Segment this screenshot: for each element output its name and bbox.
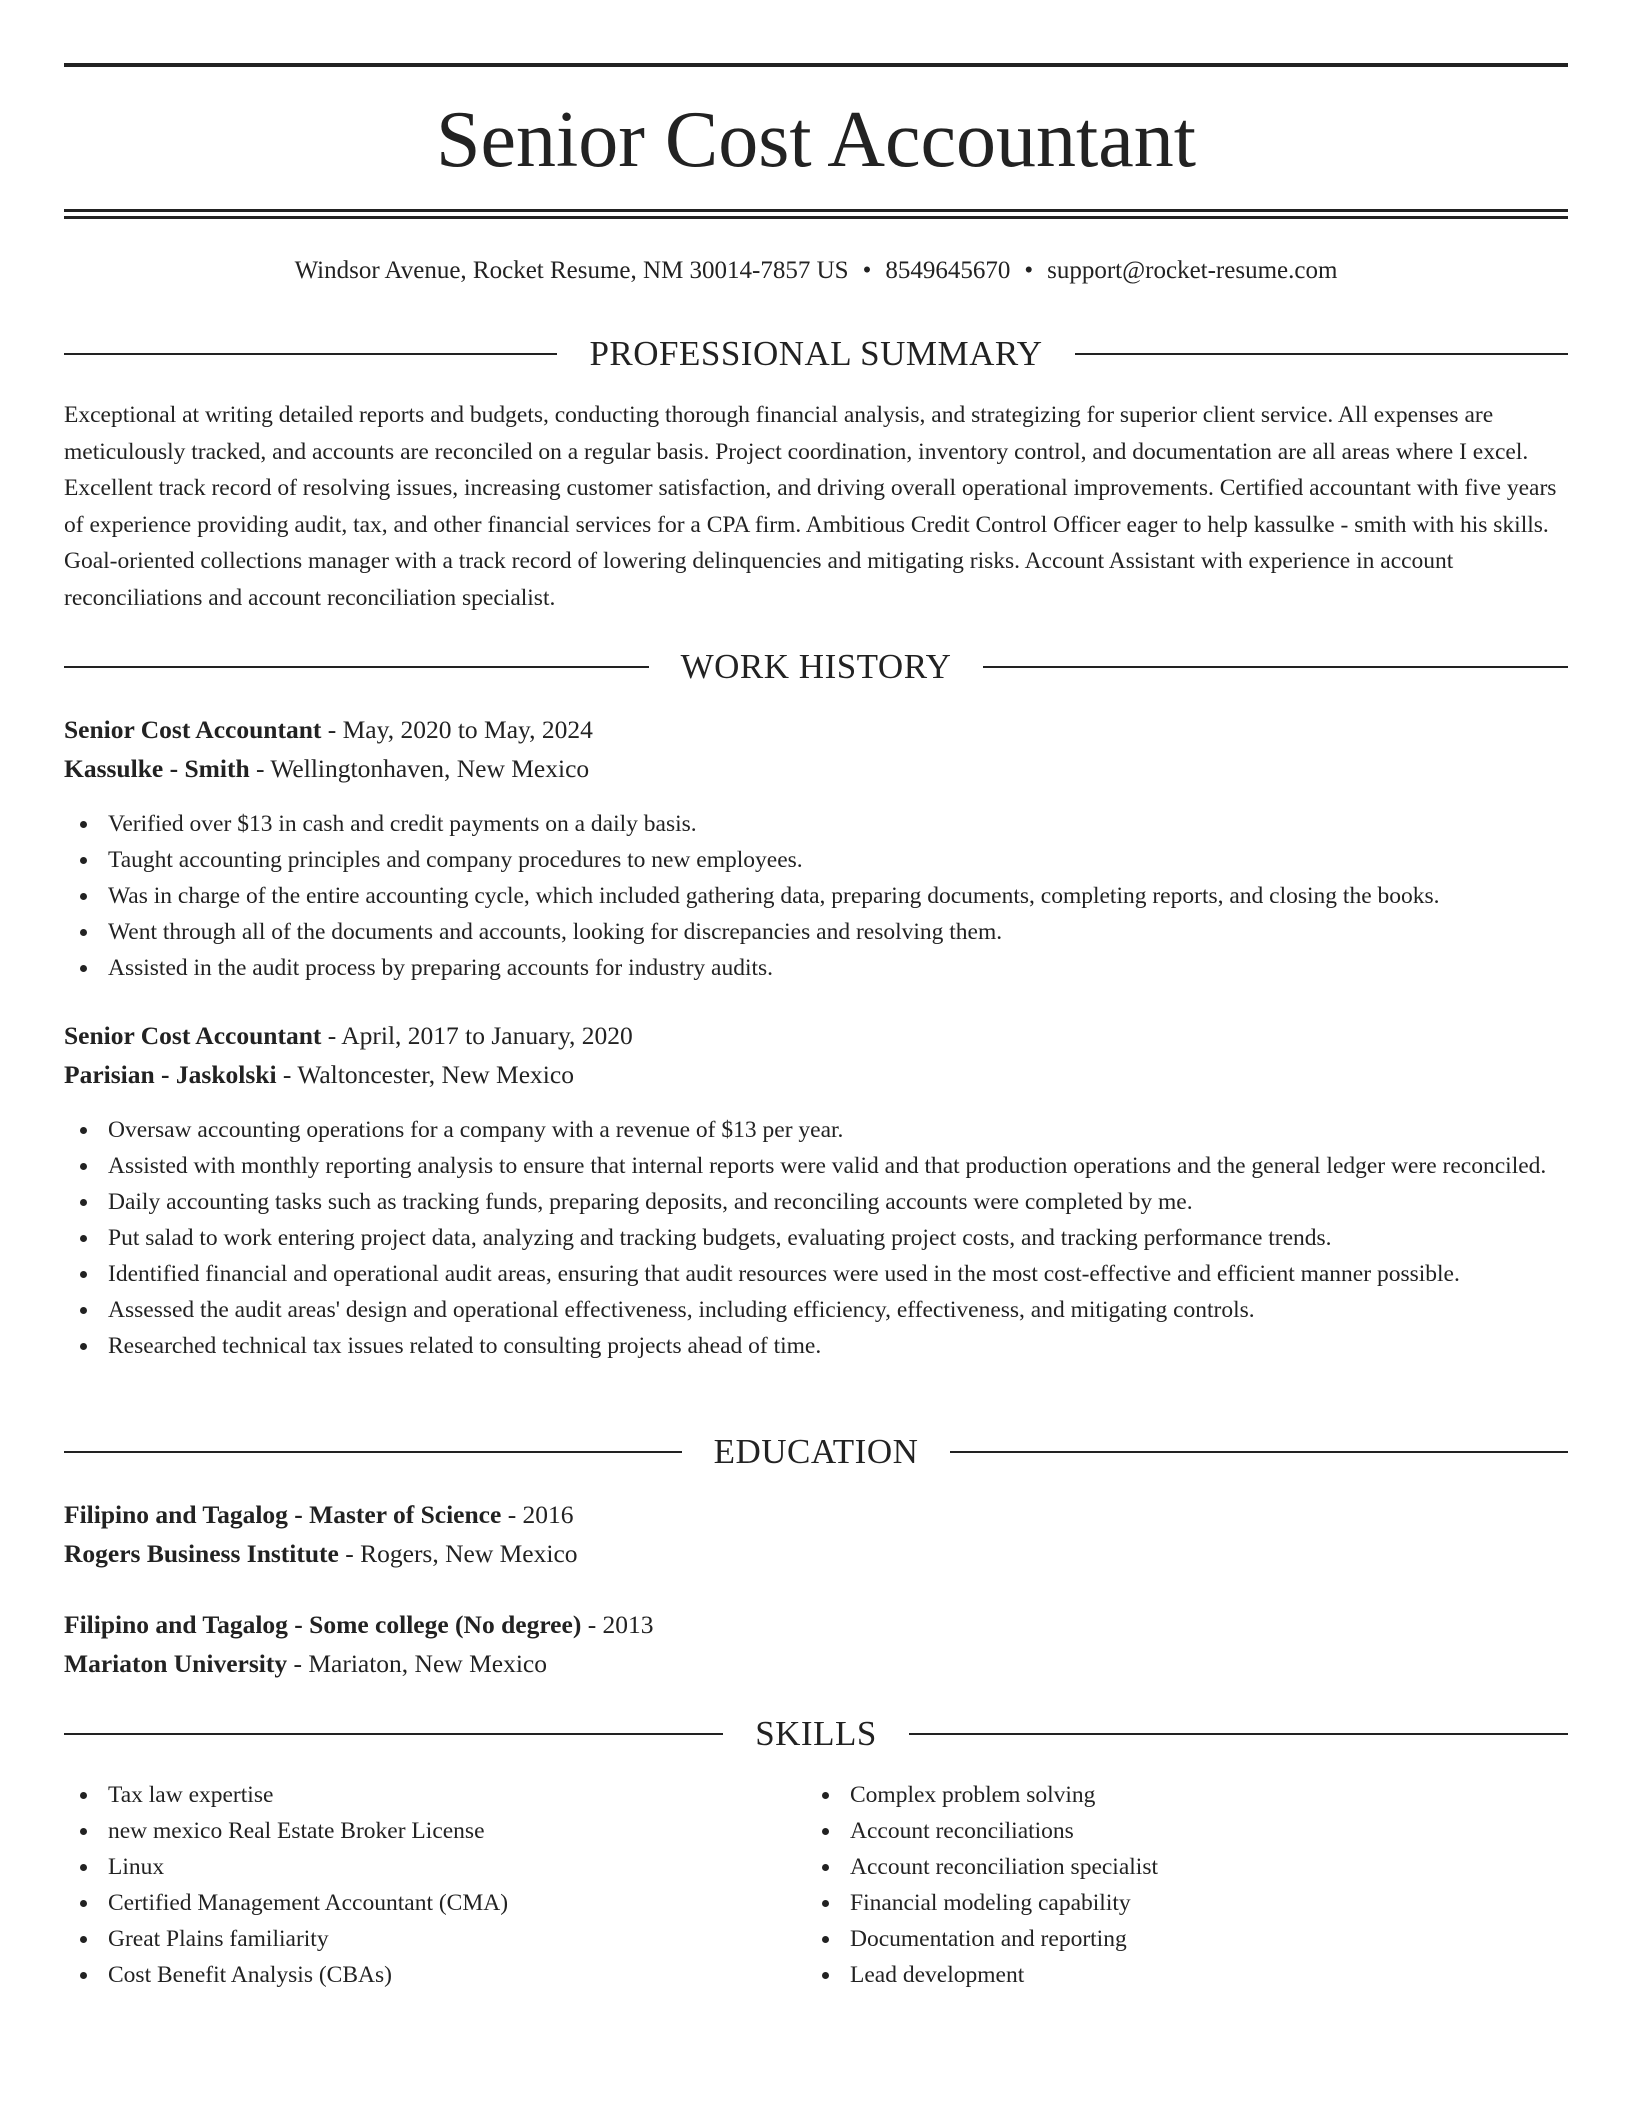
contact-phone: 8549645670 bbox=[885, 257, 1011, 284]
skill-item: Cost Benefit Analysis (CBAs) bbox=[64, 1957, 1568, 1993]
section-heading-education bbox=[64, 1430, 1568, 1474]
skill-item: Linux bbox=[64, 1849, 1568, 1885]
title-rule-lower bbox=[64, 216, 1568, 219]
job-title: Senior Cost Accountant bbox=[64, 715, 322, 744]
education-year: - 2016 bbox=[501, 1500, 574, 1529]
heading-rule bbox=[983, 666, 1568, 668]
skill-item: Financial modeling capability bbox=[806, 1885, 1632, 1921]
job-location: - Waltoncester, New Mexico bbox=[276, 1060, 574, 1089]
contact-line bbox=[64, 256, 1568, 286]
contact-separator: • bbox=[862, 257, 872, 284]
list-item: Assisted with monthly reporting analysis to ensure that internal reports were valid and that production operations and the general ledger were reconciled. bbox=[64, 1148, 1568, 1184]
list-item: Assessed the audit areas' design and operational effectiveness, including efficiency, effectiveness, and mitigating controls. bbox=[64, 1292, 1568, 1328]
list-item: Went through all of the documents and accounts, looking for discrepancies and resolving them. bbox=[64, 914, 1568, 950]
education-school: Rogers Business Institute bbox=[64, 1539, 339, 1568]
education-location: - Rogers, New Mexico bbox=[338, 1539, 578, 1568]
job-location: - Wellingtonhaven, New Mexico bbox=[249, 754, 590, 783]
heading-rule bbox=[64, 1733, 723, 1735]
contact-email: support@rocket-resume.com bbox=[1047, 257, 1338, 284]
skill-item: Certified Management Accountant (CMA) bbox=[64, 1885, 1568, 1921]
education-degree: Filipino and Tagalog - Master of Science bbox=[64, 1500, 502, 1529]
section-heading-work bbox=[64, 645, 1568, 689]
education-location: - Mariaton, New Mexico bbox=[287, 1649, 547, 1678]
skill-item: Tax law expertise bbox=[64, 1777, 1568, 1813]
job-title-line bbox=[64, 1017, 1568, 1055]
skill-item: Lead development bbox=[806, 1957, 1632, 1993]
job-title-line bbox=[64, 711, 1568, 749]
skills-list-right bbox=[806, 1777, 1632, 1993]
skill-item: Account reconciliation specialist bbox=[806, 1849, 1632, 1885]
heading-label: PROFESSIONAL SUMMARY bbox=[589, 334, 1043, 373]
heading-label: WORK HISTORY bbox=[680, 647, 952, 686]
heading-rule bbox=[64, 353, 557, 355]
heading-rule bbox=[909, 1733, 1568, 1735]
heading-rule bbox=[950, 1451, 1568, 1453]
section-heading-skills bbox=[64, 1712, 1568, 1756]
skill-item: Documentation and reporting bbox=[806, 1921, 1632, 1957]
job-dates: - May, 2020 to May, 2024 bbox=[321, 715, 593, 744]
skill-item: new mexico Real Estate Broker License bbox=[64, 1813, 1568, 1849]
summary-text: Exceptional at writing detailed reports and budgets, conducting thorough financial analysis, and strategizing for superior client service. All expenses are meticulously tracked, and accounts are reconciled on a regular basis. Project coordination, inventory control, and documentation are all areas where I excel. Excellent track record of resolving issues, increasing customer satisfaction, and driving overall operational improvements. Certified accountant with five years of experience providing audit, tax, and other financial services for a CPA firm. Ambitious Credit Control Officer eager to help kassulke - smith with his skills. Goal-oriented collections manager with a track record of lowering delinquencies and mitigating risks. Account Assistant with experience in account reconciliations and account reconciliation specialist. bbox=[64, 402, 1557, 611]
job-company-line bbox=[64, 1056, 1568, 1094]
section-heading-summary bbox=[64, 332, 1568, 376]
list-item: Put salad to work entering project data, analyzing and tracking budgets, evaluating project costs, and tracking performance trends. bbox=[64, 1220, 1568, 1256]
job-bullets bbox=[64, 806, 1568, 986]
skill-item: Account reconciliations bbox=[806, 1813, 1632, 1849]
job-company-line bbox=[64, 750, 1568, 788]
heading-rule bbox=[64, 1451, 682, 1453]
job-title: Senior Cost Accountant bbox=[64, 1021, 322, 1050]
list-item: Daily accounting tasks such as tracking funds, preparing deposits, and reconciling accounts were completed by me. bbox=[64, 1184, 1568, 1220]
education-school-line bbox=[64, 1645, 1568, 1683]
title-rule-upper bbox=[64, 209, 1568, 212]
heading-rule bbox=[1075, 353, 1568, 355]
list-item: Assisted in the audit process by preparing accounts for industry audits. bbox=[64, 950, 1568, 986]
education-degree-line bbox=[64, 1496, 1568, 1534]
job-company: Parisian - Jaskolski bbox=[64, 1060, 277, 1089]
job-company: Kassulke - Smith bbox=[64, 754, 250, 783]
list-item: Researched technical tax issues related to consulting projects ahead of time. bbox=[64, 1328, 1568, 1364]
education-school-line bbox=[64, 1535, 1568, 1573]
contact-address: Windsor Avenue, Rocket Resume, NM 30014-7857 US bbox=[294, 257, 849, 284]
education-degree-line bbox=[64, 1606, 1568, 1644]
top-rule bbox=[64, 63, 1568, 67]
education-year: - 2013 bbox=[581, 1610, 654, 1639]
job-dates: - April, 2017 to January, 2020 bbox=[321, 1021, 633, 1050]
skill-item: Great Plains familiarity bbox=[64, 1921, 1568, 1957]
list-item: Was in charge of the entire accounting cycle, which included gathering data, preparing documents, completing reports, and closing the books. bbox=[64, 878, 1568, 914]
list-item: Verified over $13 in cash and credit payments on a daily basis. bbox=[64, 806, 1568, 842]
list-item: Oversaw accounting operations for a company with a revenue of $13 per year. bbox=[64, 1112, 1568, 1148]
list-item: Taught accounting principles and company procedures to new employees. bbox=[64, 842, 1568, 878]
contact-separator: • bbox=[1024, 257, 1034, 284]
list-item: Identified financial and operational audit areas, ensuring that audit resources were used in the most cost-effective and efficient manner possible. bbox=[64, 1256, 1568, 1292]
heading-rule bbox=[64, 666, 649, 668]
job-bullets bbox=[64, 1112, 1568, 1364]
education-school: Mariaton University bbox=[64, 1649, 288, 1678]
heading-label: SKILLS bbox=[755, 1714, 877, 1753]
skill-item: Complex problem solving bbox=[806, 1777, 1632, 1813]
education-degree: Filipino and Tagalog - Some college (No degree) bbox=[64, 1610, 582, 1639]
heading-label: EDUCATION bbox=[713, 1432, 919, 1471]
resume-title: Senior Cost Accountant bbox=[436, 96, 1196, 184]
